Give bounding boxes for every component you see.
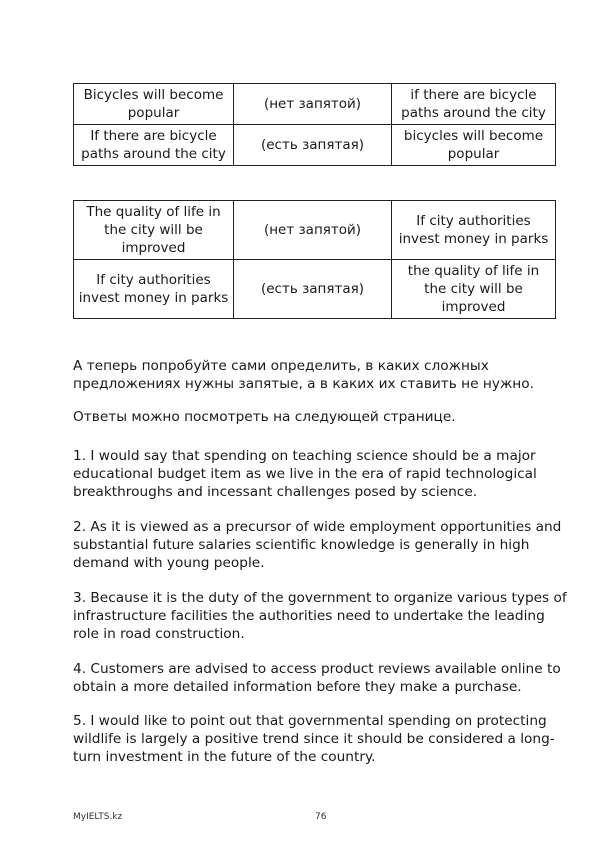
table-cell: if there are bicycle paths around the city	[392, 84, 556, 125]
instructions-paragraph: А теперь попробуйте сами определить, в каких сложных предложениях нужны запятые, а в каких их ставить не нужно.	[73, 358, 534, 392]
footer-site: MyIELTS.kz	[73, 812, 123, 822]
table-row	[74, 125, 556, 166]
answers-note: Ответы можно посмотреть на следующей странице.	[73, 409, 456, 425]
table-cell: If there are bicycle paths around the city	[74, 125, 234, 166]
comma-rule-table-1	[73, 83, 556, 166]
table-row	[74, 84, 556, 125]
table-cell: bicycles will become popular	[392, 125, 556, 166]
table-cell: (есть запятая)	[234, 260, 392, 319]
table-cell: (есть запятая)	[234, 125, 392, 166]
table-cell: the quality of life in the city will be improved	[392, 260, 556, 319]
page-number: 76	[315, 812, 327, 822]
exercise-item-2: 2. As it is viewed as a precursor of wide employment opportunities and substantial future salaries scientific knowledge is generally in high demand with young people.	[73, 519, 562, 571]
table-row	[74, 260, 556, 319]
comma-rule-table-2	[73, 200, 556, 319]
table-cell: If city authorities invest money in parks	[74, 260, 234, 319]
table-cell: The quality of life in the city will be improved	[74, 201, 234, 260]
table-cell: If city authorities invest money in parks	[392, 201, 556, 260]
table-row	[74, 201, 556, 260]
exercise-item-4: 4. Customers are advised to access product reviews available online to obtain a more detailed information before they make a purchase.	[73, 661, 561, 695]
exercise-item-5: 5. I would like to point out that governmental spending on protecting wildlife is largely a positive trend since it should be considered a long-turn investment in the future of the country.	[73, 713, 555, 765]
table-cell: (нет запятой)	[234, 84, 392, 125]
exercise-item-3: 3. Because it is the duty of the government to organize various types of infrastructure facilities the authorities need to undertake the leading role in road construction.	[73, 590, 567, 642]
table-cell: (нет запятой)	[234, 201, 392, 260]
table-cell: Bicycles will become popular	[74, 84, 234, 125]
exercise-item-1: 1. I would say that spending on teaching science should be a major educational budget item as we live in the era of rapid technological breakthroughs and incessant challenges posed by science.	[73, 448, 537, 500]
